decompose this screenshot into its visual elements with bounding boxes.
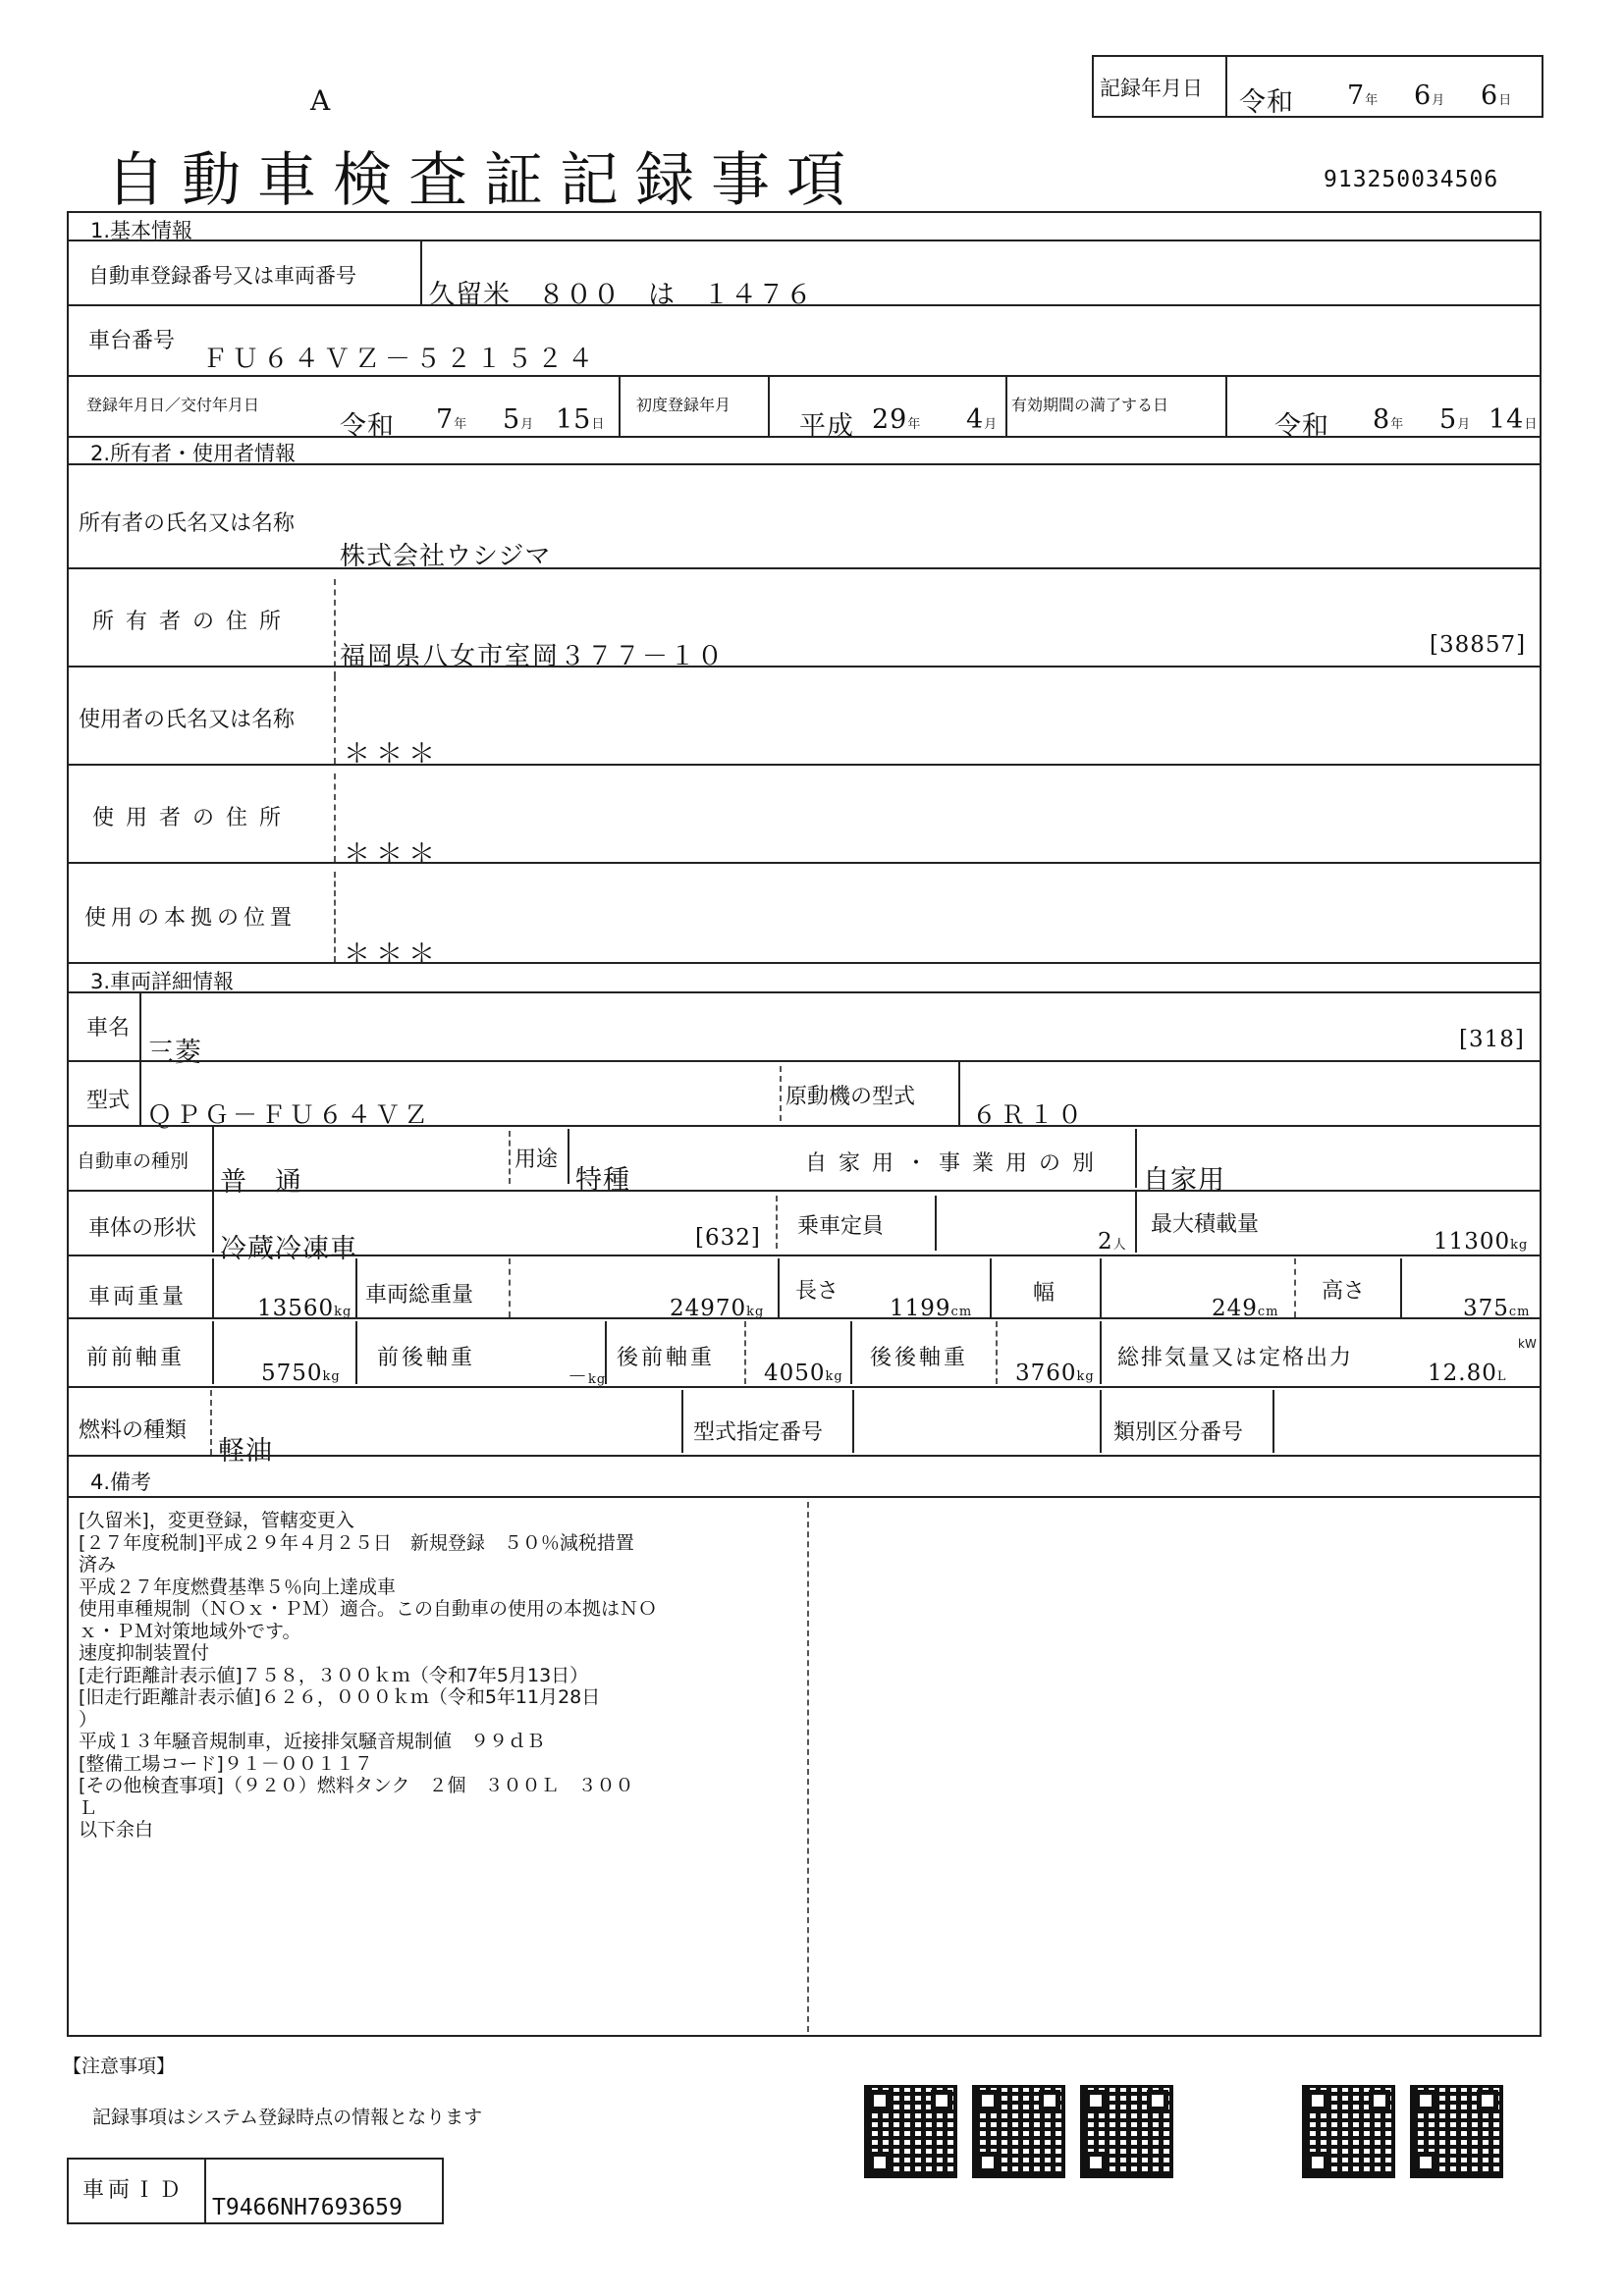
remarks-line: [旧走行距離計表示値]６２６，０００ｋｍ（令和5年11月28日 xyxy=(79,1686,601,1708)
reg-number-label: 自動車登録番号又は車両番号 xyxy=(88,264,356,288)
owner-address-code: [38857] xyxy=(1430,632,1527,658)
fr-axle: －kg xyxy=(568,1364,607,1388)
owner-name-label: 所有者の氏名又は名称 xyxy=(79,511,296,536)
remarks-line: 平成２７年度燃費基準５％向上達成車 xyxy=(79,1575,397,1598)
remarks-line: 済み xyxy=(79,1554,117,1575)
qr-code-3 xyxy=(1080,2085,1173,2178)
remarks-line: [久留米]，変更登録，管轄変更入 xyxy=(79,1510,354,1531)
qr-code-1 xyxy=(864,2085,957,2178)
engine-label: 原動機の型式 xyxy=(785,1085,916,1109)
expiry-era: 令和 xyxy=(1274,411,1329,442)
expiry-day: 14日 xyxy=(1489,404,1539,435)
fuel-label: 燃料の種類 xyxy=(79,1418,188,1443)
private: 自家用 xyxy=(1143,1165,1225,1196)
notes-title: 【注意事項】 xyxy=(63,2056,176,2077)
top-letter: A xyxy=(310,84,331,117)
first-reg-era: 平成 xyxy=(799,411,854,442)
kind-label: 自動車の種別 xyxy=(77,1150,189,1172)
rf-axle-label: 後前軸重 xyxy=(617,1346,716,1370)
max-load-label: 最大積載量 xyxy=(1151,1212,1260,1237)
purpose: 特種 xyxy=(575,1165,630,1196)
width-label: 幅 xyxy=(1033,1281,1056,1306)
chassis-number: ＦＵ６４ＶＺ－５２１５２４ xyxy=(202,345,599,374)
remarks-line: ｘ・ＰＭ対策地域外です。 xyxy=(79,1620,301,1642)
reg-date-year: 7年 xyxy=(436,404,468,435)
record-date-day: 6日 xyxy=(1481,80,1513,111)
length-label: 長さ xyxy=(795,1279,839,1304)
engine: ６Ｒ１０ xyxy=(972,1100,1087,1129)
record-date-year: 7年 xyxy=(1347,80,1380,111)
remarks-line: [その他検査事項]（９２０）燃料タンク ２個 ３００Ｌ ３００ xyxy=(79,1775,634,1796)
record-date-era: 令和 xyxy=(1239,87,1294,118)
document-number: 913250034506 xyxy=(1324,167,1499,192)
owner-address-label: 所有者の住所 xyxy=(92,610,294,634)
user-name-label: 使用者の氏名又は名称 xyxy=(79,708,296,732)
ff-axle-label: 前前軸重 xyxy=(86,1346,186,1370)
remarks-line: [２７年度税制]平成２９年４月２５日 新規登録 ５０％減税措置 xyxy=(79,1531,634,1554)
remarks-line: 使用車種規制（ＮＯｘ・ＰＭ）適合。この自動車の使用の本拠はＮＯ xyxy=(79,1598,658,1620)
document-title: 自動車検査証記録事項 xyxy=(106,146,862,215)
expiry-month: 5月 xyxy=(1439,404,1472,435)
base-location: ＊＊＊ xyxy=(344,939,441,970)
chassis-label: 車台番号 xyxy=(88,329,176,353)
reg-date-month: 5月 xyxy=(503,404,535,435)
record-date-month: 6月 xyxy=(1414,80,1446,111)
user-address-label: 使用者の住所 xyxy=(92,806,294,830)
remarks-line: 以下余白 xyxy=(79,1819,154,1841)
remarks-line: [整備工場コード]９１－００１１７ xyxy=(79,1752,373,1775)
weight: 13560kg xyxy=(257,1296,352,1321)
first-reg-month: 4月 xyxy=(966,404,999,435)
remarks-line: 平成１３年騒音規制車，近接排気騒音規制値 ９９ｄＢ xyxy=(79,1731,546,1752)
fr-axle-label: 前後軸重 xyxy=(377,1346,476,1370)
body-code: [632] xyxy=(695,1225,761,1251)
fuel: 軽油 xyxy=(218,1436,273,1467)
private-label: 自家用・事業用の別 xyxy=(805,1151,1107,1176)
ff-axle: 5750kg xyxy=(261,1361,341,1386)
body-label: 車体の形状 xyxy=(88,1216,197,1241)
qr-code-5 xyxy=(1410,2085,1503,2178)
first-reg-label: 初度登録年月 xyxy=(636,396,731,414)
base-location-label: 使用の本拠の位置 xyxy=(84,906,298,931)
remarks-list xyxy=(79,1510,805,1842)
remarks-line: [走行距離計表示値]７５８，３００ｋｍ（令和7年5月13日） xyxy=(79,1664,589,1686)
reg-number: 久留米 ８００ は １４７６ xyxy=(428,280,813,310)
make-code: [318] xyxy=(1459,1027,1525,1052)
owner-address: 福岡県八女市室岡３７７－１０ xyxy=(340,642,726,671)
qr-code-2 xyxy=(972,2085,1065,2178)
displacement-label: 総排気量又は定格出力 xyxy=(1117,1346,1354,1370)
weight-label: 車両重量 xyxy=(88,1285,188,1309)
kind: 普 通 xyxy=(220,1167,302,1198)
section-4-title: 4.備考 xyxy=(90,1470,152,1494)
capacity: 2人 xyxy=(1098,1229,1127,1255)
model: ＱＰＧ－ＦＵ６４ＶＺ xyxy=(147,1100,433,1129)
reg-date-label: 登録年月日／交付年月日 xyxy=(86,396,260,414)
height-label: 高さ xyxy=(1322,1279,1366,1304)
reg-date-day: 15日 xyxy=(556,404,606,435)
gross: 24970kg xyxy=(670,1296,765,1321)
vehicle-id-label: 車両ＩＤ xyxy=(82,2178,186,2203)
user-name: ＊＊＊ xyxy=(344,739,441,770)
qr-code-4 xyxy=(1302,2085,1395,2178)
rr-axle: 3760kg xyxy=(1015,1361,1095,1386)
width: 249cm xyxy=(1212,1296,1279,1321)
make: 三菱 xyxy=(147,1038,202,1068)
capacity-label: 乗車定員 xyxy=(797,1214,885,1239)
remarks-line: Ｌ xyxy=(79,1796,98,1819)
notes-text: 記録事項はシステム登録時点の情報となります xyxy=(92,2107,483,2128)
section-2-title: 2.所有者・使用者情報 xyxy=(90,442,297,465)
body: 冷蔵冷凍車 xyxy=(220,1234,357,1264)
remarks-line: 速度抑制装置付 xyxy=(79,1642,210,1664)
remarks-line: ） xyxy=(79,1708,98,1731)
owner-name: 株式会社ウシジマ xyxy=(340,542,552,571)
rf-axle: 4050kg xyxy=(764,1361,843,1386)
model-label: 型式 xyxy=(86,1089,131,1113)
displacement: 12.80L xyxy=(1428,1361,1507,1386)
record-date-label: 記録年月日 xyxy=(1100,77,1203,100)
reg-date-era: 令和 xyxy=(340,411,395,442)
make-label: 車名 xyxy=(86,1016,131,1041)
first-reg-year: 29年 xyxy=(872,404,922,435)
expiry-label: 有効期間の満了する日 xyxy=(1011,396,1169,414)
vehicle-id: T9466NH7693659 xyxy=(212,2195,403,2220)
max-load: 11300kg xyxy=(1434,1229,1529,1255)
section-3-title: 3.車両詳細情報 xyxy=(90,970,235,993)
section-1-title: 1.基本情報 xyxy=(90,219,193,242)
rr-axle-label: 後後軸重 xyxy=(870,1346,969,1370)
displacement-unit-kw: kW xyxy=(1518,1337,1537,1351)
category-label: 類別区分番号 xyxy=(1113,1420,1244,1445)
expiry-year: 8年 xyxy=(1373,404,1405,435)
gross-label: 車両総重量 xyxy=(365,1283,474,1308)
type-designation-label: 型式指定番号 xyxy=(693,1420,824,1445)
purpose-label: 用途 xyxy=(514,1148,559,1172)
user-address: ＊＊＊ xyxy=(344,839,441,870)
height: 375cm xyxy=(1463,1296,1531,1321)
length: 1199cm xyxy=(890,1296,973,1321)
